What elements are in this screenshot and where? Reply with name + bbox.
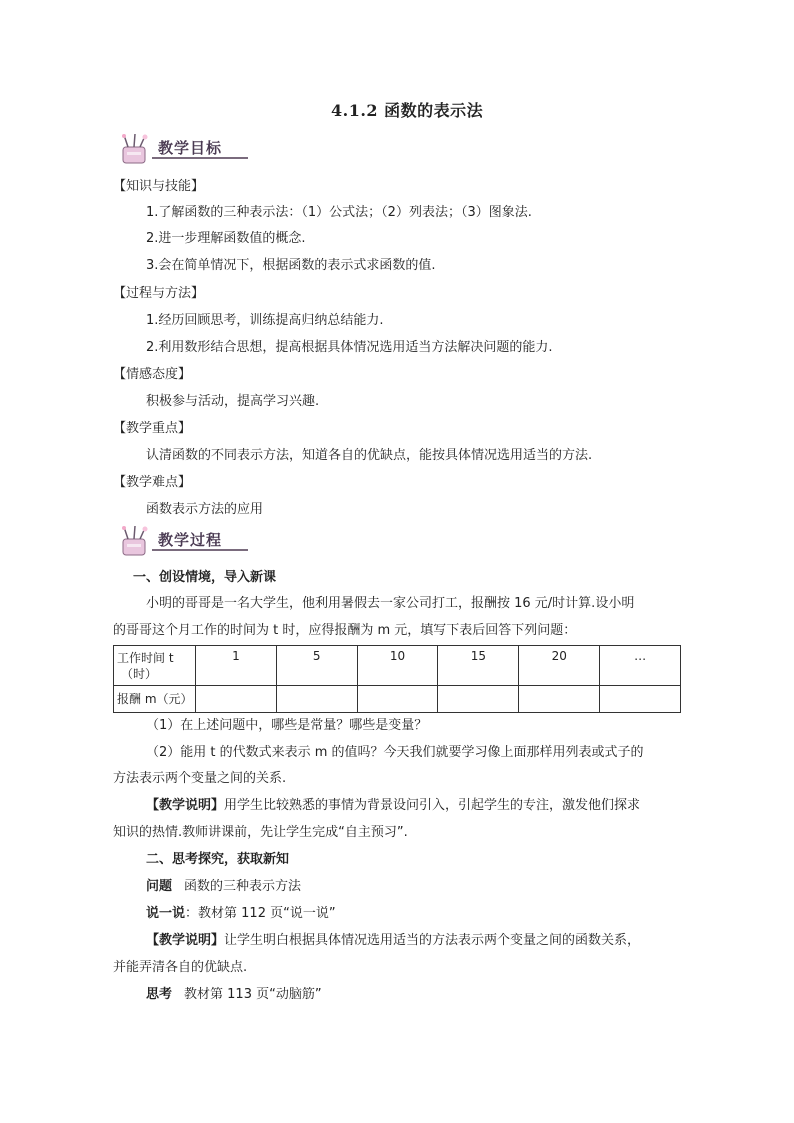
page-title: 4.1.2 函数的表示法 [331,101,484,120]
section-banner-goals [118,133,248,165]
teaching-note-text: 用学生比较熟悉的事情为背景设问引入，引起学生的专注，激发他们探求 [224,798,641,813]
work-pay-table [113,645,681,713]
say-line [146,902,336,921]
method-item-1: 1.经历回顾思考，训练提高归纳总结能力. [146,313,384,328]
think-line [146,983,322,1002]
section-banner-process [118,525,248,557]
pen-holder-icon [118,133,158,165]
heading-attitude: 【情感态度】 [113,367,192,382]
key-text: 认清函数的不同表示方法，知道各自的优缺点，能按具体情况选用适当的方法. [146,448,593,463]
teaching-note-text: 让学生明白根据具体情况选用适当的方法表示两个变量之间的函数关系， [224,933,641,948]
think-label: 思考 [146,987,173,1002]
attitude-text: 积极参与活动，提高学习兴趣. [146,394,320,409]
table-cell [438,686,519,713]
heading-difficulty: 【教学难点】 [113,475,192,490]
teaching-note-1 [146,794,640,813]
knowledge-item-1: 1.了解函数的三种表示法：（1）公式法；（2）列表法；（3）图象法. [146,205,532,220]
heading-knowledge: 【知识与技能】 [113,179,205,194]
teaching-note-label: 【教学说明】 [146,798,225,813]
problem-label: 问题 [146,879,173,894]
table-cell: … [600,646,681,686]
table-cell [519,686,600,713]
table-cell: 20 [519,646,600,686]
knowledge-item-3: 3.会在简单情况下，根据函数的表示式求函数的值. [146,258,436,273]
think-text: 教材第 113 页“动脑筋” [184,987,322,1002]
difficulty-text: 函数表示方法的应用 [146,502,264,517]
table-row [114,686,681,713]
part2-heading: 二、思考探究，获取新知 [146,852,290,867]
intro-line-2: 的哥哥这个月工作的时间为 t 时，应得报酬为 m 元，填写下表后回答下列问题： [113,623,577,638]
question-1: （1）在上述问题中，哪些是常量？哪些是变量？ [146,718,428,733]
problem-text: 函数的三种表示方法 [184,879,302,894]
method-item-2: 2.利用数形结合思想，提高根据具体情况选用适当方法解决问题的能力. [146,340,553,355]
table-cell: 10 [357,646,438,686]
table-cell: 15 [438,646,519,686]
pen-holder-icon [118,525,158,557]
teaching-note-1-line-2: 知识的热情.教师讲课前，先让学生完成“自主预习”. [113,825,408,840]
problem-line [146,875,301,894]
table-cell [600,686,681,713]
teaching-note-2-line-2: 并能弄清各自的优缺点. [113,960,248,975]
table-header-time-label: 工作时间 t [117,650,174,665]
say-label: 说一说 [146,906,186,921]
table-cell [357,686,438,713]
table-cell: 5 [276,646,357,686]
teaching-note-label: 【教学说明】 [146,933,225,948]
knowledge-item-2: 2.进一步理解函数值的概念. [146,231,306,246]
table-header-time [114,646,196,686]
question-2-line-1: （2）能用 t 的代数式来表示 m 的值吗？今天我们就要学习像上面那样用列表或式子的 [146,745,644,760]
table-row [114,646,681,686]
heading-key: 【教学重点】 [113,421,192,436]
table-header-pay: 报酬 m（元） [114,686,196,713]
table-cell: 1 [196,646,277,686]
table-cell [276,686,357,713]
banner-label: 教学目标 [158,139,223,157]
say-text: ：教材第 112 页“说一说” [185,906,336,921]
banner-label: 教学过程 [158,531,223,549]
heading-method: 【过程与方法】 [113,286,205,301]
part1-heading: 一、创设情境，导入新课 [133,570,277,585]
teaching-note-2 [146,929,640,948]
question-2-line-2: 方法表示两个变量之间的关系. [113,771,287,786]
table-cell [196,686,277,713]
intro-line-1: 小明的哥哥是一名大学生，他利用暑假去一家公司打工，报酬按 16 元/时计算.设小明 [146,596,635,611]
table-header-time-unit: （时） [121,666,158,681]
